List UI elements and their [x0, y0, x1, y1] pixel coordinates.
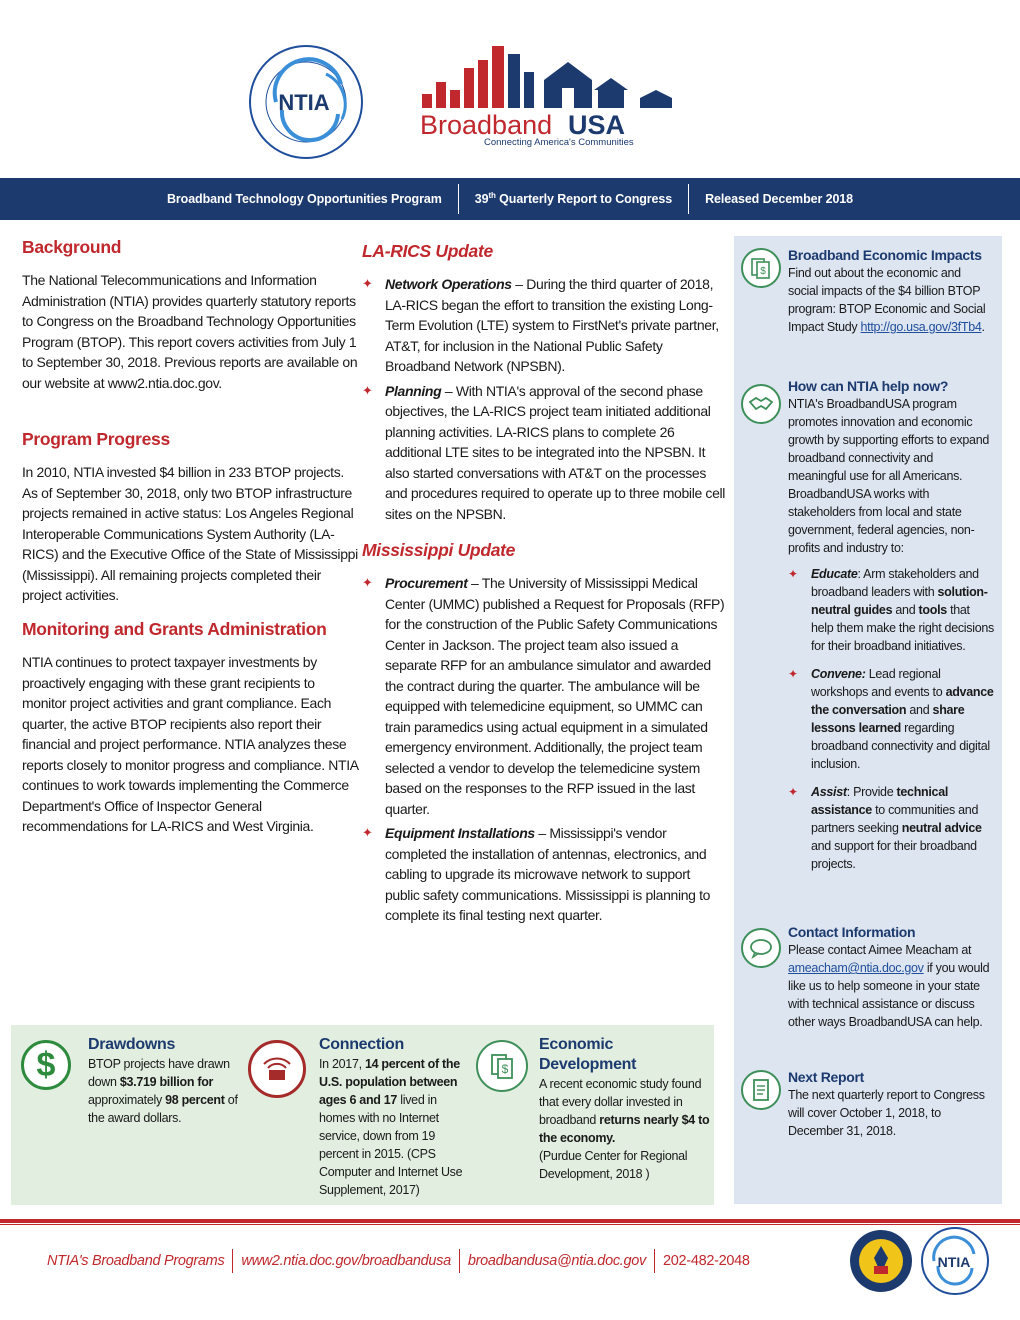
dollar-icon: $: [21, 1040, 71, 1090]
mississippi-section: [362, 540, 727, 930]
ntia-seal-logo: [246, 44, 376, 162]
list-item: ✦ Procurement – The University of Mississippi Medical Center (UMMC) published a Request for Proposals (RFP) for the construction of the Public Safety Communications Center in Jackson. The project team also issued a separate RFP for an ambulance simulator and awarded the contract during the quarter. The ambulance will be equipped with telemedicine equipment, so UMMC can train paramedics using actual equipment in a simulated emergency environment. Additionally, the project team selected a vendor to develop the telemedicine system based on the responses to the RFP issued in the last quarter.: [362, 575, 725, 817]
contact-email-link[interactable]: ameacham@ntia.doc.gov: [788, 961, 924, 975]
contact-text: Please contact Aimee Meacham at ameacham@ntia.doc.gov if you would like us to help someone in your state with technical assistance or discuss other ways BroadbandUSA can help.: [788, 943, 990, 1029]
header-banner: [0, 178, 1020, 220]
drawdowns-text: BTOP projects have drawn down $3.719 billion for approximately 98 percent of the award dollars.: [88, 1057, 238, 1125]
contact-block: [788, 923, 994, 1031]
help-title: How can NTIA help now?: [788, 378, 949, 394]
impacts-title: Broadband Economic Impacts: [788, 247, 982, 263]
connection-text: In 2017, 14 percent of the U.S. population between ages 6 and 17 lived in homes with no Internet service, down from 19 percent in 2015. (CPS Computer and Internet Use Supplement, 2017): [319, 1057, 463, 1197]
list-item: ✦ Educate: Arm stakeholders and broadband leaders with solution-neutral guides and tools that help them make the right decisions for their broadband initiatives.: [788, 567, 994, 653]
impacts-link[interactable]: http://go.usa.gov/3fTb4: [860, 320, 982, 334]
svg-text:NTIA: NTIA: [937, 1254, 971, 1270]
progress-section: [22, 429, 358, 606]
footer-separator: [459, 1249, 460, 1273]
list-item: ✦ Network Operations – During the third quarter of 2018, LA-RICS began the effort to transition the existing Long-Term Evolution (LTE) system to FirstNet's private partner, AT&T, for inclusion in the National Public Safety Broadband Network (NPSBN).: [362, 276, 719, 374]
purdue-link[interactable]: Purdue Center for Regional Development, 2018: [539, 1149, 688, 1181]
money-document-icon: [741, 248, 781, 288]
svg-text:USA: USA: [568, 110, 626, 140]
broadbandusa-logo: [418, 44, 680, 148]
banner-program: Broadband Technology Opportunities Program: [166, 192, 442, 206]
list-item: ✦ Assist: Provide technical assistance to communities and partners seeking neutral advice and support for their broadband projects.: [788, 785, 982, 871]
footer-divider: [0, 1224, 1020, 1225]
list-item: ✦ Planning – With NTIA's approval of the second phase objectives, the LA-RICS project team initiated additional planning activities. LA-RICS plans to complete 26 additional LTE sites to be integrated into the NPSBN. It also started conversations with AT&T on the processes and procedures required to operate up to three mobile cell sites on the NPSBN.: [362, 382, 726, 522]
star-bullet-icon: ✦: [362, 575, 373, 590]
chat-bubble-icon: [741, 928, 781, 968]
footer-bar: [47, 1249, 750, 1273]
footer-url[interactable]: www2.ntia.doc.gov/broadbandusa: [241, 1253, 451, 1269]
connection-block: [319, 1035, 474, 1199]
footer-phone: 202-482-2048: [663, 1253, 750, 1269]
larics-section: [362, 241, 727, 528]
impacts-text: Find out about the economic and social impacts of the $4 billion BTOP program: BTOP Economic and Social Impact Study http://go.usa.gov/3fTb4.: [788, 266, 986, 334]
larics-heading: LA-RICS Update: [362, 241, 493, 261]
footer-separator: [654, 1249, 655, 1273]
economic-block: [539, 1035, 711, 1183]
contact-title: Contact Information: [788, 924, 916, 940]
banner-report: 39th Quarterly Report to Congress: [474, 191, 673, 207]
footer-divider: [0, 1219, 1020, 1223]
star-bullet-icon: ✦: [362, 382, 373, 398]
ntia-small-seal-logo: [918, 1226, 992, 1296]
progress-heading: Program Progress: [22, 429, 170, 449]
sidebar: [734, 236, 1002, 1204]
monitoring-heading: Monitoring and Grants Administration: [22, 619, 327, 639]
star-bullet-icon: ✦: [362, 276, 373, 291]
star-bullet-icon: ✦: [788, 785, 798, 799]
help-block: [788, 377, 994, 883]
next-report-block: [788, 1068, 994, 1140]
star-bullet-icon: ✦: [362, 825, 373, 840]
drawdowns-block: [88, 1035, 238, 1127]
help-text: NTIA's BroadbandUSA program promotes innovation and economic growth by supporting efforts to expand broadband connectivity and meaningful use for all Americans. BroadbandUSA works with stakeholders from local and state government, federal agencies, non-profits and industry to:: [788, 397, 990, 555]
svg-text:Broadband: Broadband: [420, 110, 553, 140]
laptop-wifi-icon: [248, 1040, 306, 1098]
background-section: [22, 237, 358, 393]
svg-text:$: $: [760, 266, 766, 277]
monitoring-section: [22, 619, 358, 837]
background-text: The National Telecommunications and Information Administration (NTIA) provides quarterly statutory reports to Congress on the Broadband Technology Opportunities Program (BTOP). This report covers activities from July 1 to September 30, 2018. Previous reports are available on our website at www2.ntia.doc.gov.: [22, 272, 358, 391]
connection-title: Connection: [319, 1036, 404, 1053]
next-report-text: The next quarterly report to Congress will cover October 1, 2018, to December 31, 2018.: [788, 1088, 985, 1138]
next-report-title: Next Report: [788, 1069, 865, 1085]
banner-released: Released December 2018: [705, 192, 854, 206]
svg-text:Connecting America's Communiti: Connecting America's Communities: [484, 137, 634, 148]
svg-text:$: $: [501, 1062, 509, 1076]
star-bullet-icon: ✦: [788, 567, 798, 581]
monitoring-text: NTIA continues to protect taxpayer investments by proactively engaging with these grant recipients to monitor project activities and grant compliance. Each quarter, the active BTOP recipients also report their financial and project performance. NTIA analyzes these reports closely to monitor progress and compliance. NTIA continues to work towards implementing the Commerce Department's Office of Inspector General recommendations for LA-RICS and West Virginia.: [22, 654, 358, 834]
highlights-box: [11, 1025, 714, 1205]
cps-link[interactable]: CPS Computer and Internet Use Supplement, 2017: [319, 1147, 463, 1197]
footer-email[interactable]: broadbandusa@ntia.doc.gov: [467, 1253, 646, 1269]
drawdowns-title: Drawdowns: [88, 1036, 176, 1053]
list-item: ✦ Equipment Installations – Mississippi's vendor completed the installation of antennas, electronics, and cabling to upgrade its microwave network to support public safety communications. Mississippi is planning to complete its final testing next quarter.: [362, 825, 711, 923]
report-document-icon: [741, 1070, 781, 1110]
economic-text: A recent economic study found that every dollar invested in broadband returns nearly $4 to the economy. (Purdue Center for Regional Development, 2018 ): [539, 1077, 710, 1181]
background-heading: Background: [22, 237, 122, 257]
star-bullet-icon: ✦: [788, 667, 798, 681]
commerce-seal-logo: [848, 1228, 914, 1294]
money-document-icon: [476, 1040, 528, 1092]
impacts-block: [788, 246, 994, 336]
svg-text:NTIA: NTIA: [278, 90, 330, 115]
progress-text: In 2010, NTIA invested $4 billion in 233 BTOP projects. As of September 30, 2018, only two BTOP infrastructure projects remained in active status: Los Angeles Regional Interoperable Communications System Authority (LA-RICS) and the Executive Office of the State of Mississippi (Mississippi). All remaining projects completed their project activities.: [22, 464, 358, 603]
handshake-icon: [741, 384, 781, 424]
footer-separator: [232, 1249, 233, 1273]
list-item: ✦ Convene: Lead regional workshops and events to advance the conversation and share lessons learned regarding broadband connectivity and digital inclusion.: [788, 667, 994, 771]
mississippi-heading: Mississippi Update: [362, 540, 516, 560]
economic-title: Economic Development: [539, 1036, 637, 1073]
footer-programs: NTIA's Broadband Programs: [47, 1253, 225, 1269]
